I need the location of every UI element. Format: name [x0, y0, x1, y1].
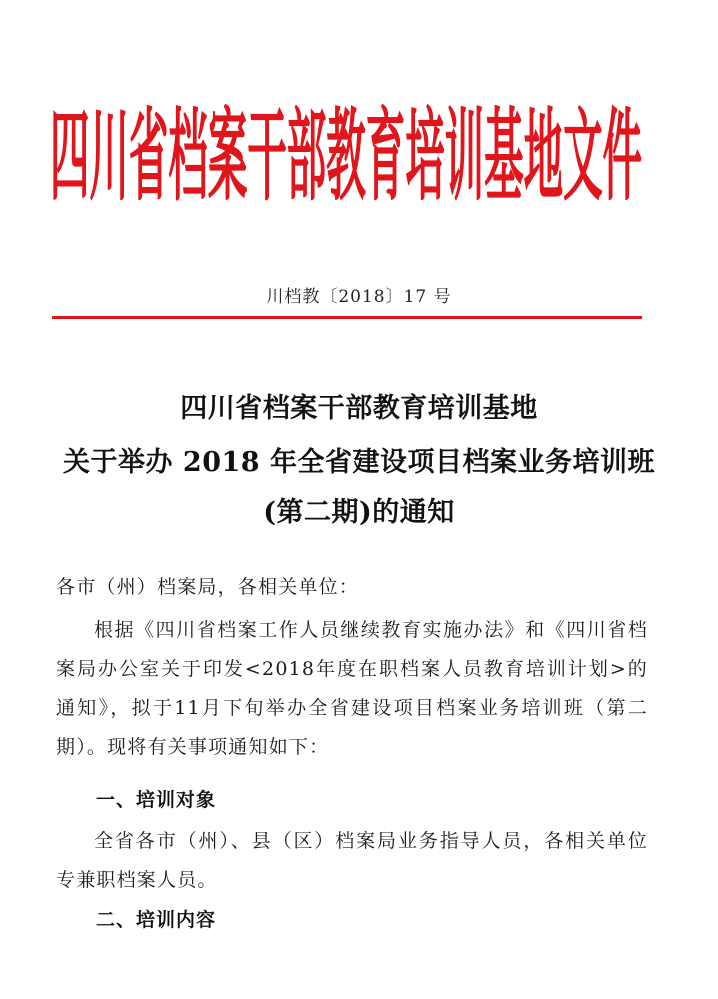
title-line-2: 关于举办 2018 年全省建设项目档案业务培训班 [63, 447, 655, 478]
title-line-1: 四川省档案干部教育培训基地 [180, 393, 538, 424]
salutation: 各市（州）档案局，各相关单位： [56, 576, 360, 598]
red-header-title [50, 98, 646, 206]
section-2-heading: 二、培训内容 [96, 909, 217, 931]
document-number: 川档教〔2018〕17 号 [266, 287, 452, 307]
title-line-3: (第二期)的通知 [263, 497, 455, 528]
red-header-text: 四川省档案干部教育培训基地文件 [50, 98, 643, 206]
intro-paragraph: 根据《四川省档案工作人员继续教育实施办法》和《四川省档案局办公室关于印发<2018年度在职档案人员教育培训计划>的通知》，拟于11月下旬举办全省建设项目档案业务培训班（第二期）。现将有关事项通知如下： [56, 619, 648, 758]
section-1-text: 全省各市（州）、县（区）档案局业务指导人员，各相关单位专兼职档案人员。 [56, 830, 648, 891]
section-1-heading: 一、培训对象 [96, 789, 217, 811]
red-divider [52, 316, 642, 319]
